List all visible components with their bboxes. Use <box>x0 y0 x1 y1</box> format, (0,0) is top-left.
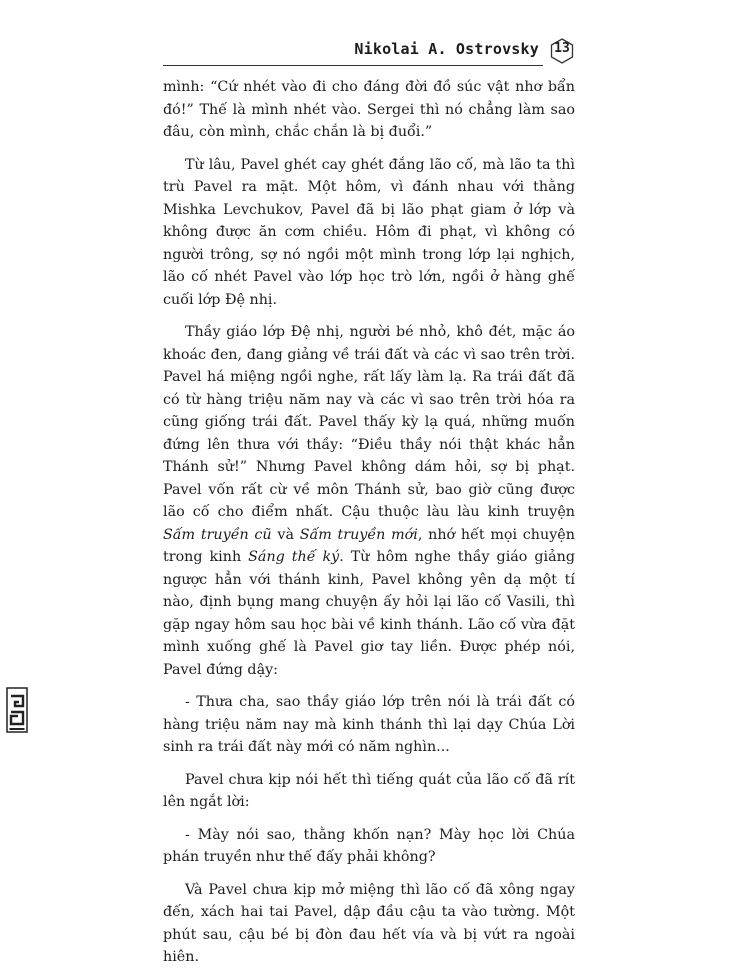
page-number: 13 <box>554 41 570 56</box>
running-header <box>163 38 575 68</box>
publisher-logo-icon <box>6 686 28 734</box>
text-segment: Thầy giáo lớp Đệ nhị, người bé nhỏ, khô đét, mặc áo khoác đen, đang giảng về trái đất và các vì sao trên trời. Pavel há miệng ngồi nghe, rất lấy làm lạ. Ra trái đất đã có từ hàng triệu năm nay và các vì sao trên trời hóa ra cũng giống trái đất. Pavel thấy kỳ lạ quá, những muốn đứng lên thưa với thầy: “Điều thầy nói thật khác hẳn Thánh sử!” Nhưng Pavel không dám hỏi, sợ bị phạt. Pavel vốn rất cừ về môn Thánh sử, bao giờ cũng được lão cố cho điểm nhất. Cậu thuộc làu làu kinh truyện <box>163 324 575 520</box>
paragraph-punishment: Và Pavel chưa kịp mở miệng thì lão cố đã xông ngay đến, xách hai tai Pavel, dập đầu cậu ta vào tường. Một phút sau, cậu bé bị đòn đau hết vía và bị vứt ra ngoài hiên. <box>163 881 575 965</box>
paragraph-interruption: Pavel chưa kịp nói hết thì tiếng quát của lão cố đã rít lên ngắt lời: <box>163 771 575 810</box>
dialogue-priest-shout: - Mày nói sao, thằng khốn nạn? Mày học lời Chúa phán truyền như thế đấy phải không? <box>163 826 575 865</box>
text-segment: . Từ hôm nghe thầy giáo giảng ngược hẳn với thánh kinh, Pavel không yên dạ một tí nào, định bụng mang chuyện ấy hỏi lại lão cố Vasili, thì gặp ngay hôm sau học bài về kinh thánh. Lão cố vừa đặt mình xuống ghế là Pavel giơ tay liền. Được phép nói, Pavel đứng dậy: <box>163 549 575 678</box>
paragraph-continuation: mình: “Cứ nhét vào đi cho đáng đời đồ súc vật nhơ bẩn đó!” Thế là mình nhét vào. Sergei thì nó chẳng làm sao đâu, còn mình, chắc chắn là bị đuổi.” <box>163 79 575 140</box>
text-segment: , nhớ hết mọi chuyện trong kinh <box>163 526 575 565</box>
header-rule <box>163 65 543 66</box>
text-segment: và <box>271 526 300 543</box>
paragraph-teacher-lesson <box>163 321 575 681</box>
book-title-old-testament: Sấm truyền cũ <box>163 526 272 543</box>
book-title-genesis: Sáng thế ký <box>248 549 340 565</box>
paragraph-pavel-hatred: Từ lâu, Pavel ghét cay ghét đắng lão cố, mà lão ta thì trù Pavel ra mặt. Một hôm, vì đánh nhau với thằng Mishka Levchukov, Pavel đã bị lão phạt giam ở lớp và không được ăn cơm chiều. Hôm đi phạt, vì không có người trông, sợ nó ngồi một mình trong lớp lại nghịch, lão cố nhét Pavel vào lớp học trò lớn, ngồi ở hàng ghế cuối lớp Đệ nhị. <box>163 156 575 308</box>
publisher-logo <box>6 686 28 734</box>
dialogue-pavel-question: - Thưa cha, sao thầy giáo lớp trên nói là trái đất có hàng triệu năm nay mà kinh thánh thì lại dạy Chúa Lời sinh ra trái đất này mới có năm nghìn... <box>163 694 575 755</box>
page-body <box>163 76 575 979</box>
book-title-new-testament: Sấm truyền mới <box>299 526 418 543</box>
page-number-badge <box>549 38 575 64</box>
header-author: Nikolai A. Ostrovsky <box>354 40 539 58</box>
